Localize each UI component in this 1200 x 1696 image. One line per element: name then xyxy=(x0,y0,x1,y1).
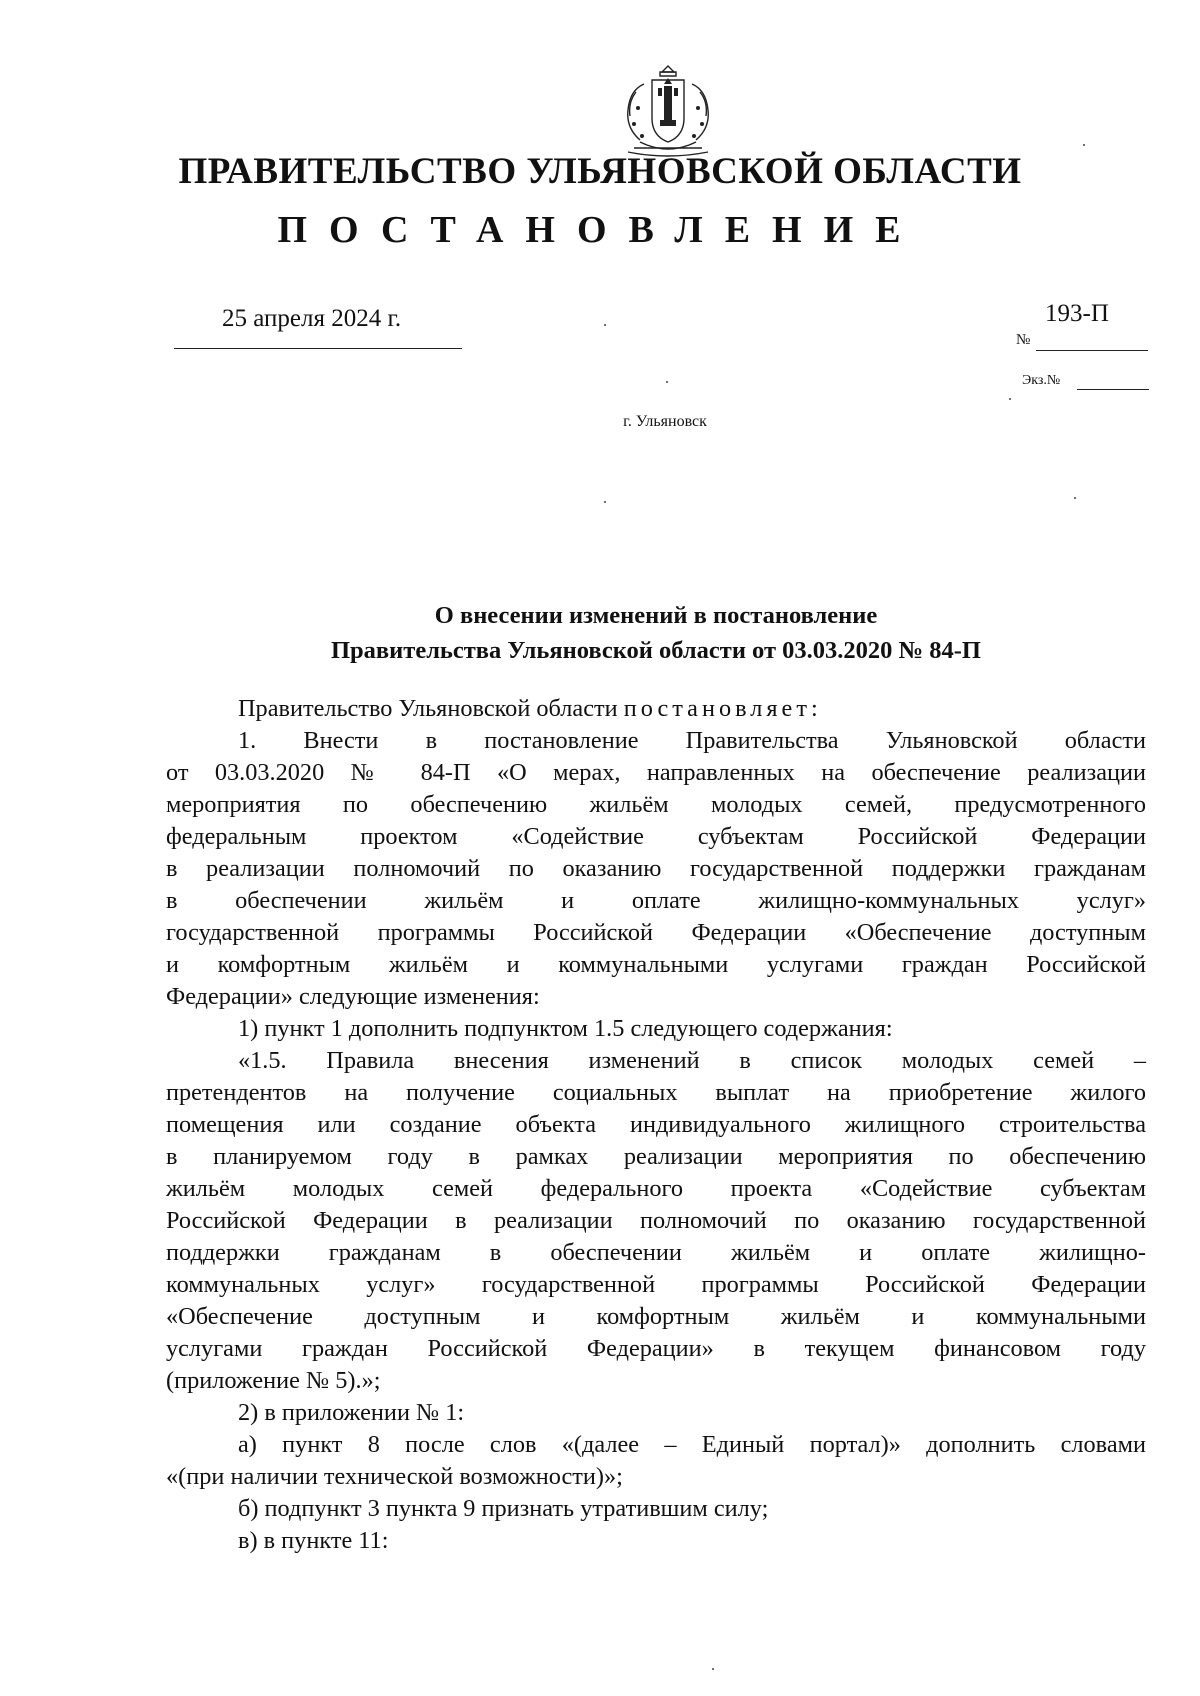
scan-speck xyxy=(604,501,606,503)
body-line: 1) пункт 1 дополнить подпунктом 1.5 следующего содержания: xyxy=(238,1015,893,1042)
body-line: коммунальных услуг» государственной программы Российской Федерации xyxy=(166,1271,1146,1298)
number-label: № xyxy=(1016,332,1031,348)
body-line: (приложение № 5).»; xyxy=(166,1367,381,1394)
body-line: поддержки гражданам в обеспечении жильём и оплате жилищно- xyxy=(166,1239,1146,1266)
issue-city: г. Ульяновск xyxy=(623,413,707,430)
body-line: а) пункт 8 после слов «(далее – Единый портал)» дополнить словами xyxy=(238,1431,1146,1458)
body-line: в) в пункте 11: xyxy=(238,1527,389,1554)
scan-speck xyxy=(712,1668,714,1670)
scan-speck xyxy=(604,324,606,326)
body-line: услугами граждан Российской Федерации» в текущем финансовом году xyxy=(166,1335,1146,1362)
body-line: мероприятия по обеспечению жильём молодых семей, предусмотренного xyxy=(166,791,1146,818)
body-line: в планируемом году в рамках реализации мероприятия по обеспечению xyxy=(166,1143,1146,1170)
body-line: претендентов на получение социальных выплат на приобретение жилого xyxy=(166,1079,1146,1106)
body-line: Федерации» следующие изменения: xyxy=(166,983,540,1010)
body-line: в обеспечении жильём и оплате жилищно-коммунальных услуг» xyxy=(166,887,1146,914)
coat-of-arms-emblem xyxy=(614,62,722,158)
body-line: помещения или создание объекта индивидуального жилищного строительства xyxy=(166,1111,1146,1138)
intro-subject: Правительство Ульяновской области xyxy=(238,695,618,722)
copy-number-underline xyxy=(1077,389,1149,390)
subject-line: Правительства Ульяновской области от 03.03.2020 № 84-П xyxy=(331,637,981,664)
body-line: Российской Федерации в реализации полномочий по оказанию государственной xyxy=(166,1207,1146,1234)
document-subject xyxy=(166,598,1146,668)
intro-verb: постановляет: xyxy=(623,695,822,722)
body-line: и комфортным жильём и коммунальными услугами граждан Российской xyxy=(166,951,1146,978)
body-line: 1. Внести в постановление Правительства Ульяновской области xyxy=(238,727,1146,754)
body-line: от 03.03.2020 № 84-П «О мерах, направленных на обеспечение реализации xyxy=(166,759,1146,786)
body-line: 2) в приложении № 1: xyxy=(238,1399,465,1426)
scan-speck xyxy=(1083,144,1085,146)
subject-line: О внесении изменений в постановление xyxy=(434,602,878,629)
document-type-title: ПОСТАНОВЛЕНИЕ xyxy=(277,209,923,251)
copy-number-label: Экз.№ xyxy=(1022,373,1061,388)
scan-speck xyxy=(1074,497,1076,499)
body-line: «(при наличии технической возможности)»; xyxy=(166,1463,623,1490)
body-line: б) подпункт 3 пункта 9 признать утратившим силу; xyxy=(238,1495,769,1522)
scan-speck xyxy=(1009,398,1011,400)
number-underline xyxy=(1036,350,1148,351)
organization-title: ПРАВИТЕЛЬСТВО УЛЬЯНОВСКОЙ ОБЛАСТИ xyxy=(178,151,1022,192)
body-line: жильём молодых семей федерального проекта «Содействие субъектам xyxy=(166,1175,1146,1202)
body-line: государственной программы Российской Федерации «Обеспечение доступным xyxy=(166,919,1146,946)
body-line: в реализации полномочий по оказанию государственной поддержки гражданам xyxy=(166,855,1146,882)
document-date: 25 апреля 2024 г. xyxy=(222,305,402,332)
body-intro xyxy=(238,693,1146,725)
date-underline xyxy=(174,348,462,349)
document-number: 193-П xyxy=(1045,300,1109,327)
body-line: «Обеспечение доступным и комфортным жильём и коммунальными xyxy=(166,1303,1146,1330)
body-line: федеральным проектом «Содействие субъектам Российской Федерации xyxy=(166,823,1146,850)
scan-speck xyxy=(666,381,668,383)
body-line: «1.5. Правила внесения изменений в список молодых семей – xyxy=(238,1047,1146,1074)
